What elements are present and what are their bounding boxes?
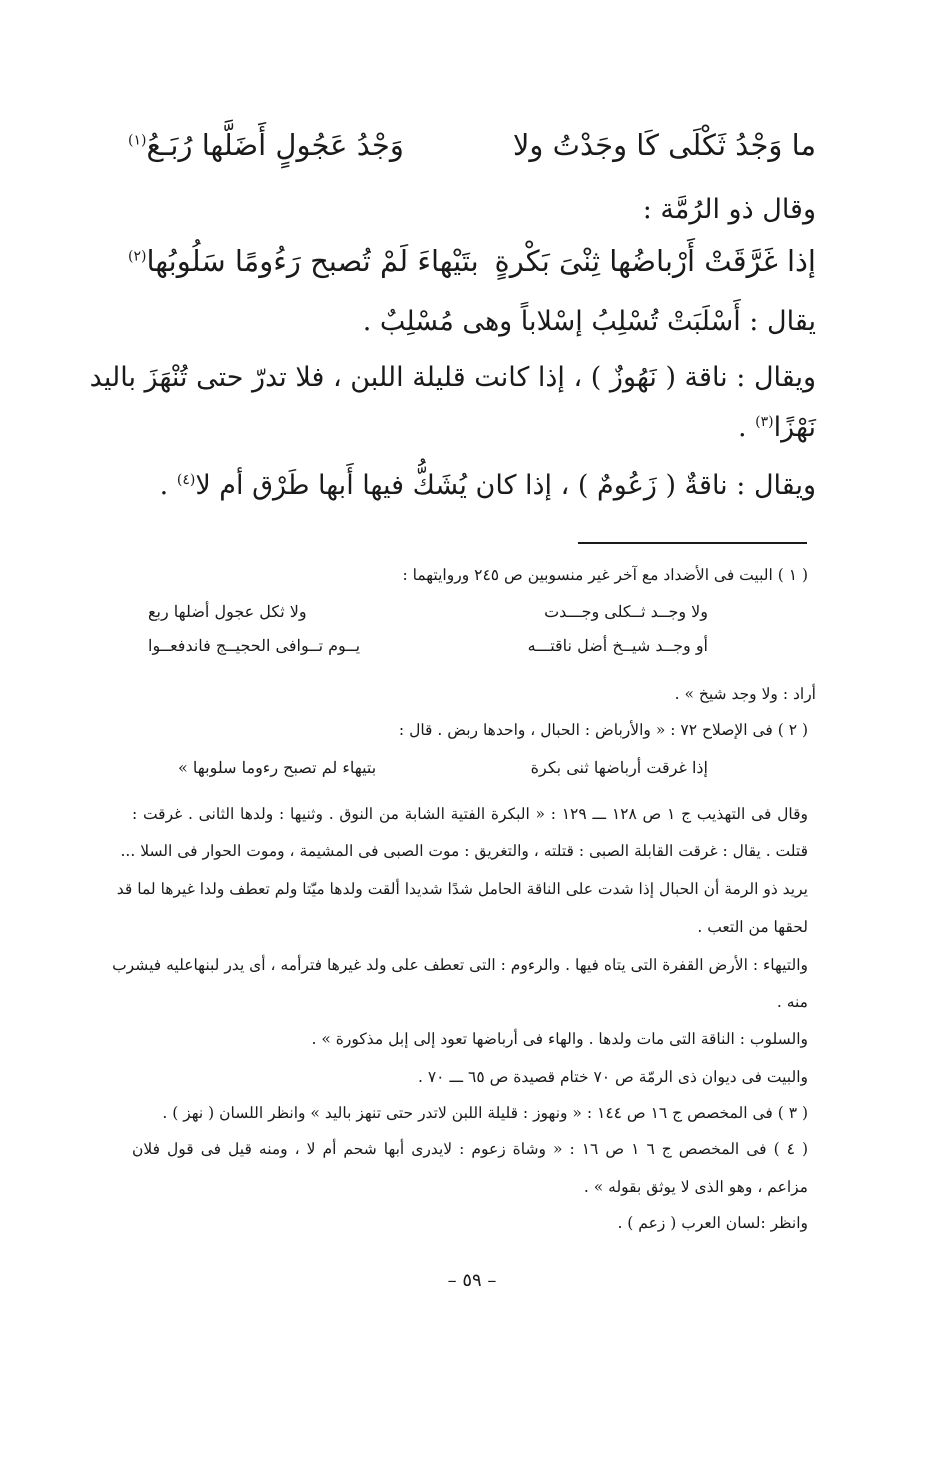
footnote-2-para-1-line-4: لحقها من التعب . xyxy=(697,918,808,936)
verse-2-first-hemistich: إذا غَرَّقَتْ أَرْباضُها ثِنْىَ بَكْرةٍ xyxy=(494,244,816,278)
footnote-4-line-1: ( ٤ ) فى المخصص ج ٦ ١ ص ١٦ : « وشاة زعوم : لايدرى أبها شحم أم لا ، ومنه قيل فى قول فلان xyxy=(132,1140,809,1158)
main-line-5: ويقال : ناقة ( نَهُوزٌ ) ، إذا كانت قليلة اللبن ، فلا تدرّ حتى تُنْهَزَ باليد xyxy=(89,362,816,393)
page-number: – ٥٩ – xyxy=(447,1270,497,1291)
footnote-4-line-3: وانظر :لسان العرب ( زعم ) . xyxy=(617,1214,808,1232)
footnote-1-end: أراد : ولا وجد شيخ » . xyxy=(674,685,816,703)
footnote-ref-3: (٣) xyxy=(755,414,774,430)
footnote-ref-1: (١) xyxy=(128,132,147,149)
verse-2-second-hemistich: بتَيْهاءَ لَمْ تُصبح رَءُومًا سَلُوبُها$^{(٢)}$ xyxy=(128,244,479,278)
verse-1-first-hemistich: ما وَجْدُ ثَكْلَى كَا وجَدْتُ ولا xyxy=(512,128,816,162)
footnote-2-para-4: والبيت فى ديوان ذى الرمّة ص ٧٠ ختام قصيدة ص ٦٥ ـــ ٧٠ . xyxy=(418,1068,808,1086)
main-line-2: وقال ذو الرُمَّة : xyxy=(642,194,816,225)
footnote-2-para-1-line-2: قتلت . يقال : غرقت القابلة الصبى : قتلته ، والتغريق : موت الصبى فى المشيمة ، وموت الحوار فى السلا ... xyxy=(120,842,808,860)
verse-1 xyxy=(128,128,816,162)
footnote-4-line-2: مزاعم ، وهو الذى لا يوثق بقوله » . xyxy=(583,1178,808,1196)
verse-2 xyxy=(128,244,816,278)
main-line-7: ويقال : ناقةٌ ( زَعُومٌ ) ، إذا كان يُشَكُّ فيها أَبها طَرْق أم لا$^{(٤)}$ . xyxy=(159,470,816,501)
footnote-2-para-1-line-3: يريد ذو الرمة أن الحبال إذا شدت على الناقة الحامل شدًا شديدا ألقت ولدها ميّتا ولم تعطف ولدا غيرها لما قد xyxy=(116,880,808,898)
footnote-ref-4: (٤) xyxy=(176,472,196,488)
footnote-separator xyxy=(578,542,807,544)
footnote-2-verse: إذا غرقت أرباضها ثنى بكرة بتيهاء لم تصبح رءوما سلوبها » xyxy=(178,758,708,777)
footnote-ref-2: (٢) xyxy=(128,248,147,265)
footnote-2-para-1-line-1: وقال فى التهذيب ج ١ ص ١٢٨ ـــ ١٢٩ : « البكرة الفتية الشابة من النوق . وثنيها : ولدها الثانى . غرقت : xyxy=(132,805,809,823)
footnote-2-para-2-line-1: والتيهاء : الأرض القفرة التى يتاه فيها . والرءوم : التى تعطف على ولد غيرها فترأمه ، أى يدر لبنهاعليه فيشرب xyxy=(112,956,808,974)
footnote-1-intro: ( ١ ) البيت فى الأضداد مع آخر غير منسوبين ص ٢٤٥ وروايتهما : xyxy=(402,566,808,584)
main-line-4: يقال : أَسْلَبَتْ تُسْلِبُ إسْلاباً وهى مُسْلِبٌ . xyxy=(362,306,816,337)
verse-1-second-hemistich: وَجْدُ عَجُولٍ أَضَلَّها رُبَـعُ$^{(١)}$ xyxy=(128,128,404,162)
footnote-2-para-3: والسلوب : الناقة التى مات ولدها . والهاء فى أرباضها تعود إلى إبل مذكورة » . xyxy=(311,1030,808,1048)
main-line-6: نَهْزًا$^{(٣)}$ . xyxy=(738,412,816,443)
footnote-3: ( ٣ ) فى المخصص ج ١٦ ص ١٤٤ : « ونهوز : قليلة اللبن لاتدر حتى تنهز باليد » وانظر اللسان ( نهز ) . xyxy=(162,1104,808,1122)
footnote-1-verse-2: أو وجــد شيــخ أضل ناقتـــه يــوم تــوافى الحجيــج فاندفعــوا xyxy=(148,636,708,655)
footnote-1-verse-1: ولا وجــد ثــكلى وجـــدت ولا ثكل عجول أضلها ربع xyxy=(148,602,708,621)
footnote-2-intro: ( ٢ ) فى الإصلاح ٧٢ : « والأرباض : الحبال ، واحدها ربض . قال : xyxy=(398,721,808,739)
footnote-2-para-2-line-2: منه . xyxy=(776,993,808,1011)
